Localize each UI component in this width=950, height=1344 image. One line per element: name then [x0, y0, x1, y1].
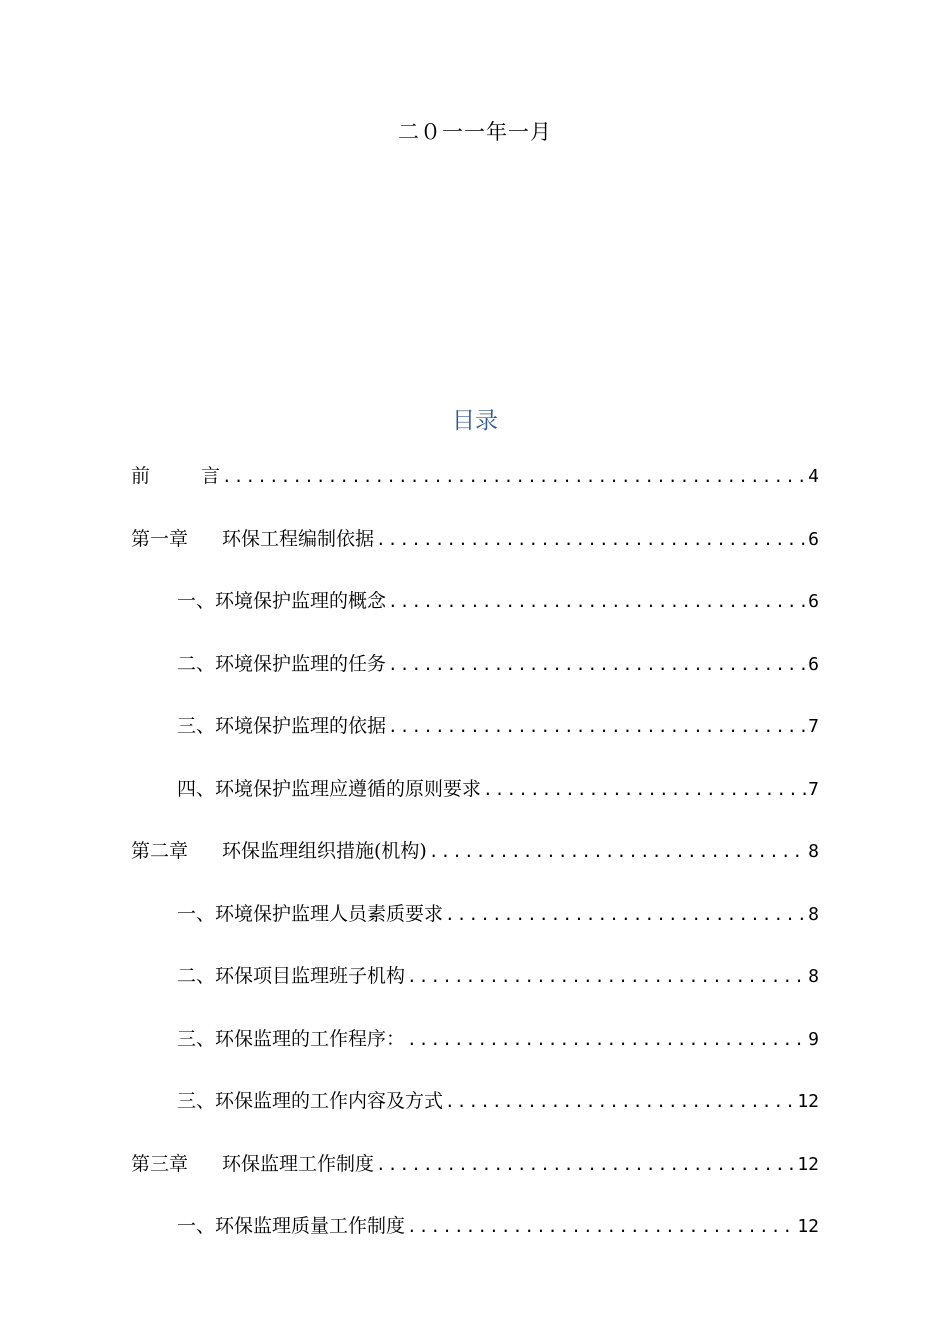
- toc-entry-chapter-3[interactable]: [131, 1133, 819, 1196]
- chapter-number: 第一章: [131, 527, 189, 550]
- toc-entry-section[interactable]: [131, 1008, 819, 1071]
- table-of-contents: [131, 445, 819, 1258]
- toc-entry-label: 三、环境保护监理的依据: [177, 715, 387, 737]
- toc-page-number: 6: [808, 528, 819, 550]
- toc-page-number: 7: [808, 778, 819, 800]
- dot-leader: [388, 634, 806, 697]
- toc-entry-preface[interactable]: [131, 445, 819, 508]
- toc-entry-chapter-1[interactable]: [131, 508, 819, 571]
- toc-page-number: 8: [808, 841, 819, 862]
- toc-entry-label: 一、环境保护监理的概念: [177, 590, 387, 612]
- dot-leader: [445, 884, 806, 947]
- toc-entry-label: 一、环保监理质量工作制度: [177, 1215, 406, 1237]
- dot-leader: [376, 1134, 795, 1197]
- toc-title: 目录: [452, 408, 498, 434]
- toc-entry-label: 四、环境保护监理应遵循的原则要求: [177, 777, 482, 800]
- toc-entry-label: 二、环保项目监理班子机构: [177, 965, 406, 987]
- toc-entry-section[interactable]: [131, 570, 819, 633]
- dot-leader: [483, 759, 806, 822]
- toc-page-number: 9: [808, 1028, 819, 1050]
- dot-leader: [388, 571, 806, 634]
- toc-page-number: 6: [808, 653, 819, 675]
- dot-leader: [222, 446, 806, 509]
- toc-entry-label: 一、环境保护监理人员素质要求: [177, 902, 444, 925]
- toc-entry-label: [131, 445, 220, 508]
- toc-entry-label: 环保工程编制依据: [222, 527, 375, 550]
- toc-entry-label: 三、环保监理的工作内容及方式: [177, 1090, 444, 1112]
- dot-leader: [376, 509, 806, 572]
- toc-entry-label: 三、环保监理的工作程序：: [177, 1027, 406, 1050]
- toc-entry-section[interactable]: [131, 945, 819, 1008]
- chapter-number: 第二章: [131, 840, 189, 862]
- toc-page-number: 8: [808, 903, 819, 925]
- toc-page-number: 12: [797, 1216, 819, 1237]
- toc-entry-section[interactable]: [131, 1195, 819, 1258]
- toc-entry-section[interactable]: [131, 633, 819, 696]
- toc-entry-section[interactable]: [131, 758, 819, 821]
- toc-entry-chapter-2[interactable]: [131, 820, 819, 883]
- dot-leader: [445, 1071, 795, 1134]
- toc-page-number: 12: [797, 1153, 819, 1175]
- toc-page-number: 8: [808, 966, 819, 987]
- preface-char-1: 前: [131, 465, 151, 487]
- toc-page-number: 7: [808, 716, 819, 737]
- preface-char-2: 言: [201, 465, 221, 487]
- dot-leader: [407, 1009, 806, 1072]
- toc-entry-label: 环保监理工作制度: [222, 1152, 375, 1175]
- cover-date: 二０一一年一月: [398, 120, 552, 144]
- toc-entry-section[interactable]: [131, 695, 819, 758]
- toc-page-number: 12: [797, 1091, 819, 1112]
- toc-entry-label: 二、环境保护监理的任务: [177, 652, 387, 675]
- toc-entry-section[interactable]: [131, 883, 819, 946]
- chapter-number: 第三章: [131, 1152, 189, 1175]
- dot-leader: [429, 821, 806, 884]
- dot-leader: [407, 946, 806, 1009]
- dot-leader: [388, 696, 806, 759]
- dot-leader: [407, 1196, 795, 1259]
- toc-entry-label: 环保监理组织措施(机构): [222, 840, 427, 862]
- toc-page-number: 4: [808, 466, 819, 487]
- toc-page-number: 6: [808, 591, 819, 612]
- toc-entry-section[interactable]: [131, 1070, 819, 1133]
